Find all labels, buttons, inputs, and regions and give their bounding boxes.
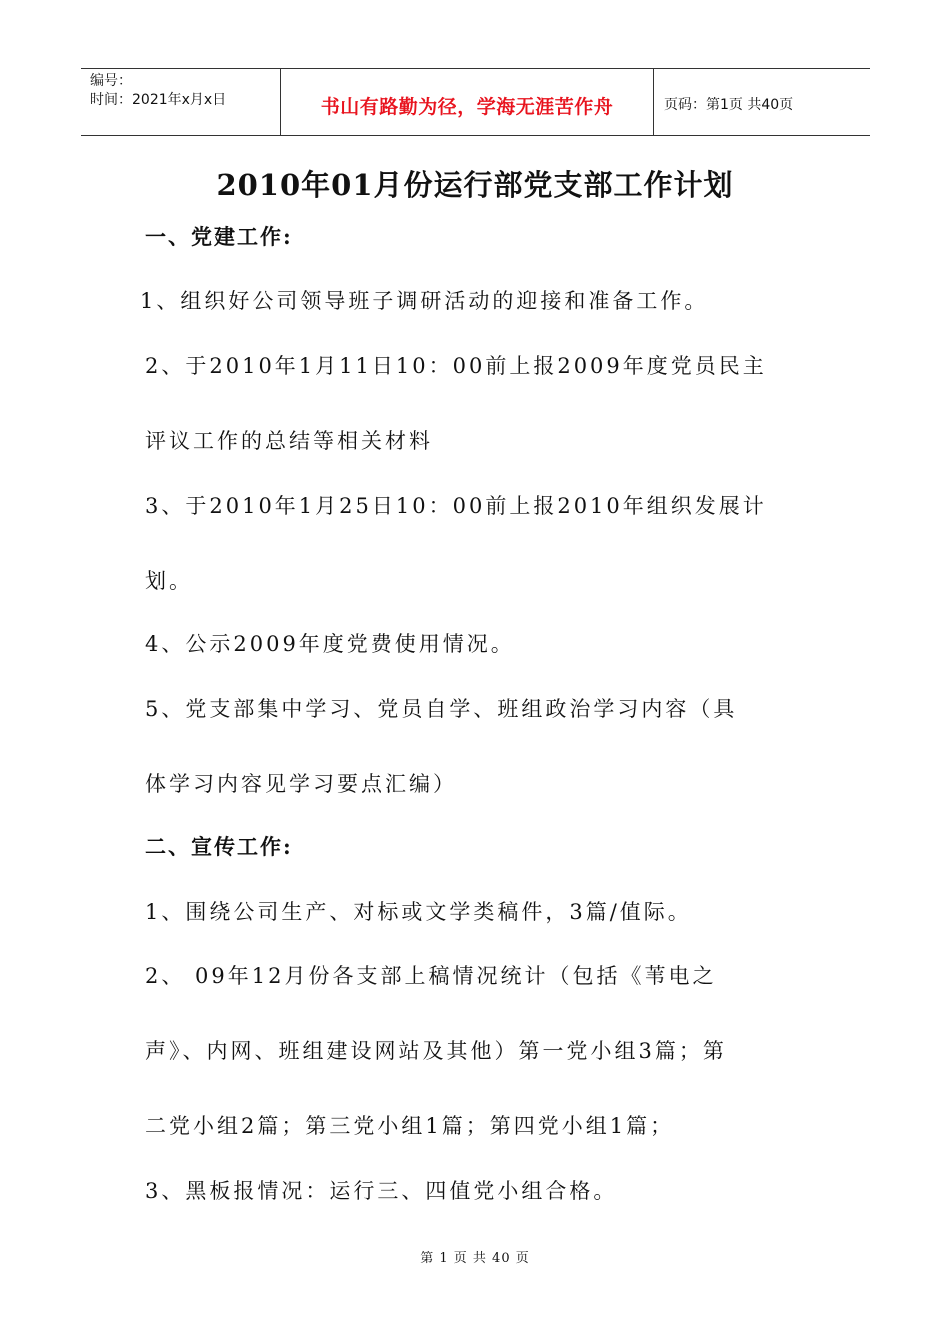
paragraph-line: 1、组织好公司领导班子调研活动的迎接和准备工作。 bbox=[140, 289, 709, 313]
paragraph-line: 2、 09年12月份各支部上稿情况统计（包括《苇电之 bbox=[145, 964, 717, 988]
paragraph-line: 4、公示2009年度党费使用情况。 bbox=[145, 632, 515, 656]
paragraph-line: 评议工作的总结等相关材料 bbox=[145, 429, 433, 453]
section-heading-publicity: 二、宣传工作: bbox=[145, 834, 293, 859]
page-code: 页码：第1页 共40页 bbox=[664, 97, 794, 113]
time-label: 时间：2021年x月x日 bbox=[90, 92, 227, 108]
header-motto: 书山有路勤为径，学海无涯苦作舟 bbox=[320, 95, 614, 118]
paragraph-line: 二党小组2篇；第三党小组1篇；第四党小组1篇； bbox=[145, 1114, 675, 1138]
paragraph-line: 体学习内容见学习要点汇编） bbox=[145, 772, 457, 796]
paragraph-line: 1、围绕公司生产、对标或文学类稿件，3篇/值际。 bbox=[145, 900, 692, 924]
page-footer: 第 1 页 共 40 页 bbox=[420, 1251, 530, 1266]
paragraph-line: 划。 bbox=[145, 569, 193, 593]
section-heading-party-building: 一、党建工作: bbox=[145, 224, 293, 249]
document-header bbox=[81, 68, 870, 136]
paragraph-line: 3、于2010年1月25日10：00前上报2010年组织发展计 bbox=[145, 494, 767, 518]
serial-number-label: 编号： bbox=[90, 73, 132, 89]
paragraph-line: 3、黑板报情况：运行三、四值党小组合格。 bbox=[145, 1179, 618, 1203]
header-middle-cell bbox=[281, 69, 654, 135]
header-left-cell bbox=[81, 69, 281, 135]
paragraph-line: 2、于2010年1月11日10：00前上报2009年度党员民主 bbox=[145, 354, 767, 378]
paragraph-line: 声》、内网、班组建设网站及其他）第一党小组3篇；第 bbox=[145, 1039, 727, 1063]
document-title: 2010年01月份运行部党支部工作计划 bbox=[216, 168, 734, 202]
paragraph-line: 5、党支部集中学习、党员自学、班组政治学习内容（具 bbox=[145, 697, 738, 721]
header-right-cell bbox=[654, 69, 870, 135]
